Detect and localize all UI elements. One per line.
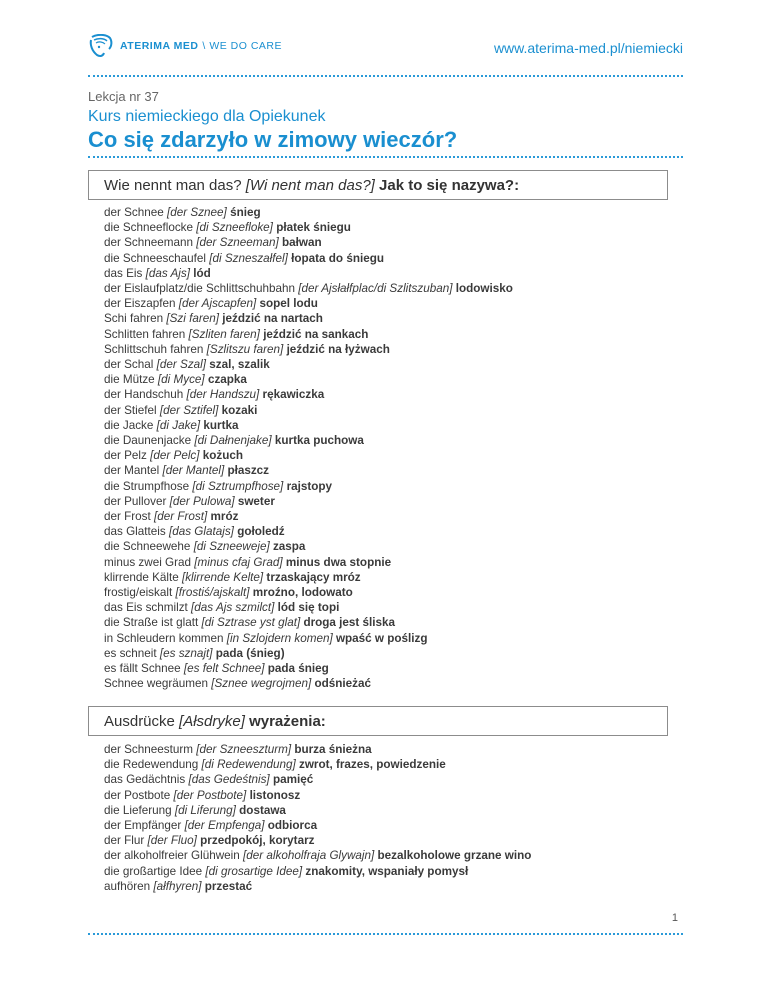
pronunciation: [der Frost] (154, 510, 208, 524)
pronunciation: [di Dałnenjake] (194, 434, 272, 448)
pronunciation: [der Szneeszturm] (196, 743, 292, 756)
pronunciation: [der Pulowa] (169, 494, 235, 508)
brand-logo[interactable] (88, 34, 282, 58)
pronunciation: [Sznee wegrojmen] (211, 677, 312, 691)
german-term: das Eis schmilzt (104, 601, 188, 615)
page-number: 1 (671, 912, 678, 924)
section-heading-de: Ausdrücke (104, 712, 175, 730)
expressions-list (104, 742, 674, 894)
section-heading-pl: Jak to się nazywa?: (379, 176, 520, 194)
german-term: der Postbote (104, 788, 171, 802)
polish-translation: łopata do śniegu (291, 251, 384, 265)
pronunciation: [minus cfaj Grad] (194, 555, 283, 569)
pronunciation: [ałfhyren] (153, 879, 202, 893)
pronunciation: [di Szneeweje] (193, 540, 270, 554)
vocab-entry (104, 615, 674, 630)
polish-translation: droga jest śliska (303, 616, 396, 630)
german-term: der Frost (104, 510, 151, 524)
pronunciation: [di Redewendung] (201, 758, 296, 772)
polish-translation: sopel lodu (259, 297, 318, 311)
german-term: Schlitten fahren (104, 327, 186, 341)
polish-translation: jeździć na łyżwach (286, 342, 390, 356)
german-term: frostig/eiskalt (104, 586, 173, 600)
vocab-entry (104, 296, 674, 311)
german-term: der Pelz (104, 449, 147, 463)
polish-translation: czapka (207, 373, 247, 387)
german-term: die großartige Idee (104, 864, 203, 878)
polish-translation: lód (193, 266, 211, 280)
vocab-entry (104, 539, 674, 554)
vocab-entry (104, 833, 674, 848)
polish-translation: rajstopy (286, 479, 333, 493)
vocab-entry (104, 509, 674, 524)
website-link[interactable]: www.aterima-med.pl/niemiecki (493, 40, 683, 56)
aterima-face-logo-icon (88, 34, 114, 58)
vocab-entry (104, 357, 674, 372)
polish-translation: burza śnieżna (294, 743, 372, 756)
vocab-entry (104, 676, 674, 691)
vocab-entry (104, 342, 674, 357)
polish-translation: trzaskający mróz (266, 570, 361, 584)
vocab-entry (104, 479, 674, 494)
german-term: die Daunenjacke (104, 434, 192, 448)
pronunciation: [Szliten faren] (188, 327, 260, 341)
german-term: minus zwei Grad (104, 555, 192, 569)
polish-translation: lodowisko (455, 282, 513, 296)
vocab-entry (104, 266, 674, 281)
german-term: der Schneemann (104, 236, 194, 250)
vocabulary-list (104, 205, 674, 692)
vocab-entry (104, 372, 674, 387)
polish-translation: pamięć (272, 773, 314, 787)
vocab-entry (104, 585, 674, 600)
polish-translation: zaspa (272, 540, 306, 554)
polish-translation: bałwan (282, 236, 322, 250)
pronunciation: [das Ajs] (145, 266, 190, 280)
pronunciation: [di Jake] (156, 418, 201, 432)
polish-translation: pada śnieg (267, 662, 329, 676)
vocab-entry (104, 524, 674, 539)
vocab-entry (104, 661, 674, 676)
polish-translation: odbiorca (267, 819, 318, 833)
pronunciation: [di Szneszałfel] (209, 251, 288, 265)
vocab-entry (104, 205, 674, 220)
course-name: Kurs niemieckiego dla Opiekunek (88, 108, 326, 125)
vocab-entry (104, 403, 674, 418)
vocab-entry (104, 494, 674, 509)
german-term: die Mütze (104, 373, 155, 387)
pronunciation: [di Liferung] (174, 803, 236, 817)
vocab-entry (104, 879, 674, 894)
header-divider (88, 75, 683, 77)
vocab-entry (104, 448, 674, 463)
pronunciation: [di grosartige Idee] (205, 864, 303, 878)
polish-translation: kurtka (203, 418, 239, 432)
pronunciation: [der Ajsłałfplac/di Szlitszuban] (298, 282, 453, 296)
pronunciation: [frostiś/ajskalt] (175, 586, 250, 600)
vocab-entry (104, 646, 674, 661)
vocab-entry (104, 555, 674, 570)
german-term: der Empfänger (104, 819, 182, 833)
german-term: die Redewendung (104, 758, 199, 772)
vocab-entry (104, 251, 674, 266)
polish-translation: sweter (237, 494, 275, 508)
german-term: der Handschuh (104, 388, 184, 402)
polish-translation: lód się topi (277, 601, 340, 615)
polish-translation: kożuch (202, 449, 244, 463)
vocab-entry (104, 631, 674, 646)
logo-separator: \ (202, 40, 206, 52)
german-term: die Schneewehe (104, 540, 191, 554)
german-term: das Glatteis (104, 525, 166, 539)
polish-translation: pada (śnieg) (215, 646, 285, 660)
section-heading-pronunciation: [Wi nent man das?] (245, 176, 375, 194)
german-term: es schneit (104, 646, 157, 660)
polish-translation: wpaść w poślizg (335, 631, 428, 645)
polish-translation: przedpokój, korytarz (200, 834, 315, 848)
vocab-entry (104, 327, 674, 342)
pronunciation: [der Mantel] (162, 464, 225, 478)
polish-translation: kozaki (221, 403, 258, 417)
pronunciation: [das Gedeśtnis] (188, 773, 270, 787)
vocab-entry (104, 742, 674, 757)
pronunciation: [das Ajs szmilct] (191, 601, 275, 615)
polish-translation: znakomity, wspaniały pomysł (305, 864, 469, 878)
german-term: die Schneeschaufel (104, 251, 207, 265)
german-term: Schi fahren (104, 312, 164, 326)
vocab-entry (104, 311, 674, 326)
logo-tagline: WE DO CARE (209, 40, 283, 52)
vocab-entry (104, 235, 674, 250)
german-term: der Schneesturm (104, 743, 193, 756)
german-term: der Eislaufplatz/die Schlittschuhbahn (104, 282, 296, 296)
polish-translation: kurtka puchowa (274, 434, 364, 448)
pronunciation: [klirrende Kelte] (181, 570, 264, 584)
german-term: der Mantel (104, 464, 160, 478)
vocab-entry (104, 864, 674, 879)
german-term: der Eiszapfen (104, 297, 176, 311)
vocab-entry (104, 803, 674, 818)
pronunciation: [der Ajscapfen] (178, 297, 257, 311)
vocab-entry (104, 757, 674, 772)
polish-translation: jeździć na nartach (222, 312, 323, 326)
polish-translation: listonosz (249, 788, 301, 802)
vocab-entry (104, 570, 674, 585)
pronunciation: [in Szlojdern komen] (226, 631, 333, 645)
polish-translation: dostawa (239, 803, 286, 817)
polish-translation: śnieg (230, 206, 261, 219)
polish-translation: zwrot, frazes, powiedzenie (298, 758, 446, 772)
pronunciation: [der Empfenga] (184, 819, 265, 833)
german-term: der Schnee (104, 206, 164, 219)
german-term: die Straße ist glatt (104, 616, 199, 630)
pronunciation: [Szlitszu faren] (206, 342, 284, 356)
german-term: der Schal (104, 358, 154, 372)
german-term: Schlittschuh fahren (104, 342, 204, 356)
page-header (88, 28, 683, 68)
polish-translation: szal, szalik (209, 358, 270, 372)
pronunciation: [di Szneefloke] (196, 221, 273, 235)
pronunciation: [der Postbote] (173, 788, 247, 802)
pronunciation: [der Fluo] (147, 834, 197, 848)
pronunciation: [der Sznee] (167, 206, 227, 219)
german-term: die Lieferung (104, 803, 172, 817)
vocab-entry (104, 463, 674, 478)
section-heading-de: Wie nennt man das? (104, 176, 242, 194)
german-term: es fällt Schnee (104, 662, 181, 676)
polish-translation: płatek śniegu (276, 221, 351, 235)
german-term: die Strumpfhose (104, 479, 190, 493)
section-heading-pl: wyrażenia: (249, 712, 326, 730)
polish-translation: płaszcz (227, 464, 270, 478)
vocab-entry (104, 418, 674, 433)
pronunciation: [der Szneeman] (196, 236, 279, 250)
vocab-entry (104, 788, 674, 803)
german-term: klirrende Kälte (104, 570, 179, 584)
pronunciation: [Szi faren] (166, 312, 219, 326)
german-term: das Eis (104, 266, 143, 280)
vocab-entry (104, 848, 674, 863)
section-heading-vocabulary (88, 170, 668, 200)
vocab-entry (104, 433, 674, 448)
german-term: die Schneeflocke (104, 221, 194, 235)
vocab-entry (104, 772, 674, 787)
pronunciation: [der Sztifel] (159, 403, 219, 417)
title-divider (88, 156, 683, 158)
german-term: das Gedächtnis (104, 773, 186, 787)
logo-name: ATERIMA MED (120, 40, 199, 52)
polish-translation: jeździć na sankach (263, 327, 369, 341)
pronunciation: [der alkoholfraja Glywajn] (243, 849, 375, 863)
vocab-entry (104, 220, 674, 235)
polish-translation: minus dwa stopnie (285, 555, 392, 569)
polish-translation: gołoledź (237, 525, 285, 539)
pronunciation: [der Handszu] (186, 388, 260, 402)
pronunciation: [der Pelc] (150, 449, 200, 463)
pronunciation: [di Sztrase yst glat] (201, 616, 301, 630)
german-term: in Schleudern kommen (104, 631, 224, 645)
polish-translation: przestać (204, 879, 253, 893)
pronunciation: [der Szal] (156, 358, 207, 372)
footer-divider (88, 933, 683, 935)
pronunciation: [es felt Schnee] (183, 662, 265, 676)
polish-translation: rękawiczka (262, 388, 325, 402)
lesson-number: Lekcja nr 37 (88, 89, 159, 104)
pronunciation: [di Sztrumpfhose] (192, 479, 284, 493)
pronunciation: [das Glatajs] (168, 525, 234, 539)
vocab-entry (104, 281, 674, 296)
polish-translation: bezalkoholowe grzane wino (377, 849, 532, 863)
german-term: der Stiefel (104, 403, 157, 417)
pronunciation: [di Myce] (157, 373, 205, 387)
section-heading-expressions (88, 706, 668, 736)
german-term: Schnee wegräumen (104, 677, 208, 691)
german-term: die Jacke (104, 418, 154, 432)
german-term: aufhören (104, 879, 151, 893)
vocab-entry (104, 600, 674, 615)
page-title: Co się zdarzyło w zimowy wieczór? (88, 127, 458, 152)
polish-translation: mroźno, lodowato (252, 586, 353, 600)
vocab-entry (104, 387, 674, 402)
section-heading-pronunciation: [Ałsdryke] (179, 712, 245, 730)
german-term: der alkoholfreier Glühwein (104, 849, 240, 863)
pronunciation: [es sznajt] (159, 646, 213, 660)
polish-translation: odśnieżać (314, 677, 372, 691)
german-term: der Pullover (104, 494, 167, 508)
german-term: der Flur (104, 834, 145, 848)
polish-translation: mróz (210, 510, 239, 524)
vocab-entry (104, 818, 674, 833)
